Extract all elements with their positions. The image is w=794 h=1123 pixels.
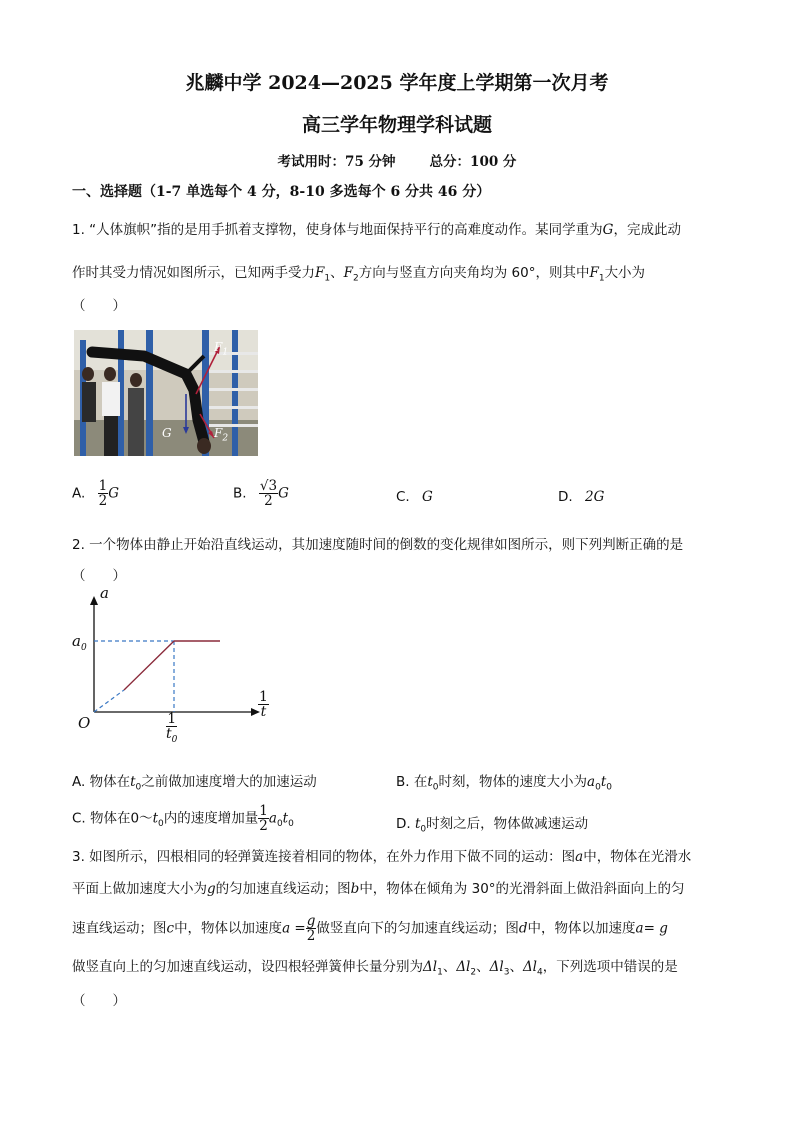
label-g: G <box>162 426 172 440</box>
q3-line2: 平面上做加速度大小为g的匀加速直线运动；图b中，物体在倾角为 30°的光滑斜面上做沿斜面向上的匀 <box>72 881 685 897</box>
q1-line2: 作时其受力情况如图所示，已知两手受力$F_1$、$F_2$方向与竖直方向夹角均为 60°，则其中$F_1$大小为 <box>72 265 646 284</box>
rising-segment <box>124 641 174 690</box>
y-axis-label: a <box>100 584 109 602</box>
q2-answer-blank: （ ） <box>72 568 126 584</box>
q2-graph <box>72 582 282 762</box>
label-f2: $F_2$ <box>214 426 229 444</box>
q2-option-b[interactable]: B. 在$t_0$时刻，物体的速度大小为$a_0t_0$ <box>396 774 612 793</box>
q1-option-c[interactable]: C. G <box>396 489 433 505</box>
origin-label: O <box>78 714 91 732</box>
exam-title: 兆麟中学 2024—2025 学年度上学期第一次月考 <box>185 72 609 94</box>
tick-1-over-t0: $\frac{1}{t_0}$ <box>166 711 178 745</box>
human-flag-photo <box>74 330 258 456</box>
section-heading: 一、选择题（1-7 单选每个 4 分，8-10 多选每个 6 分共 46 分） <box>72 184 491 200</box>
q1-option-d[interactable]: D. 2G <box>558 489 605 505</box>
q3-line4: 做竖直向上的匀加速直线运动，设四根轻弹簧伸长量分别为$\Delta l_1$、$\Delta l_2$、$\Delta l_3$、$\Delta l_4$，下列选项中错误的是 <box>72 959 678 978</box>
exam-score: 总分：100 分 <box>429 154 517 170</box>
q1-line1: 1. “人体旗帜”指的是用手抓着支撑物，使身体与地面保持平行的高难度动作。某同学重为G，完成此动 <box>72 222 681 238</box>
exam-subtitle: 高三学年物理学科试题 <box>301 114 492 136</box>
q1-answer-blank: （ ） <box>72 298 126 314</box>
q3-answer-blank: （ ） <box>72 993 126 1009</box>
q1-option-a[interactable]: A. $\frac{1}{2}$ G <box>72 478 119 509</box>
x-axis-label: $\frac{1}{t}$ <box>259 689 268 720</box>
exam-info <box>0 150 794 170</box>
origin-dashed-segment <box>94 690 124 712</box>
label-f1: $F_1$ <box>214 340 229 358</box>
q2-option-c[interactable]: C. 物体在$0\sim t_0$内的速度增加量 $\frac{1}{2}$ $a_0t_0$ <box>72 803 294 834</box>
q2-option-a[interactable]: A. 物体在$t_0$之前做加速度增大的加速运动 <box>72 774 317 793</box>
exam-time: 考试用时：75 分钟 <box>277 154 396 170</box>
q2-option-d[interactable]: D. $t_0$时刻之后，物体做减速运动 <box>396 816 589 835</box>
q1-option-b[interactable]: B. $\frac{√3}{2}$ G <box>233 478 289 509</box>
a0-label: $a_0$ <box>72 632 87 653</box>
q3-line1: 3. 如图所示，四根相同的轻弹簧连接着相同的物体，在外力作用下做不同的运动：图a中，物体在光滑水 <box>72 849 692 865</box>
q2-stem: 2. 一个物体由静止开始沿直线运动，其加速度随时间的倒数的变化规律如图所示，则下列判断正确的是 <box>72 537 684 553</box>
q3-line3: 速直线运动；图c中，物体以加速度a = $\frac{g}{2}$ 做竖直向下的匀加速直线运动；图d中，物体以加速度a= g <box>72 913 668 944</box>
